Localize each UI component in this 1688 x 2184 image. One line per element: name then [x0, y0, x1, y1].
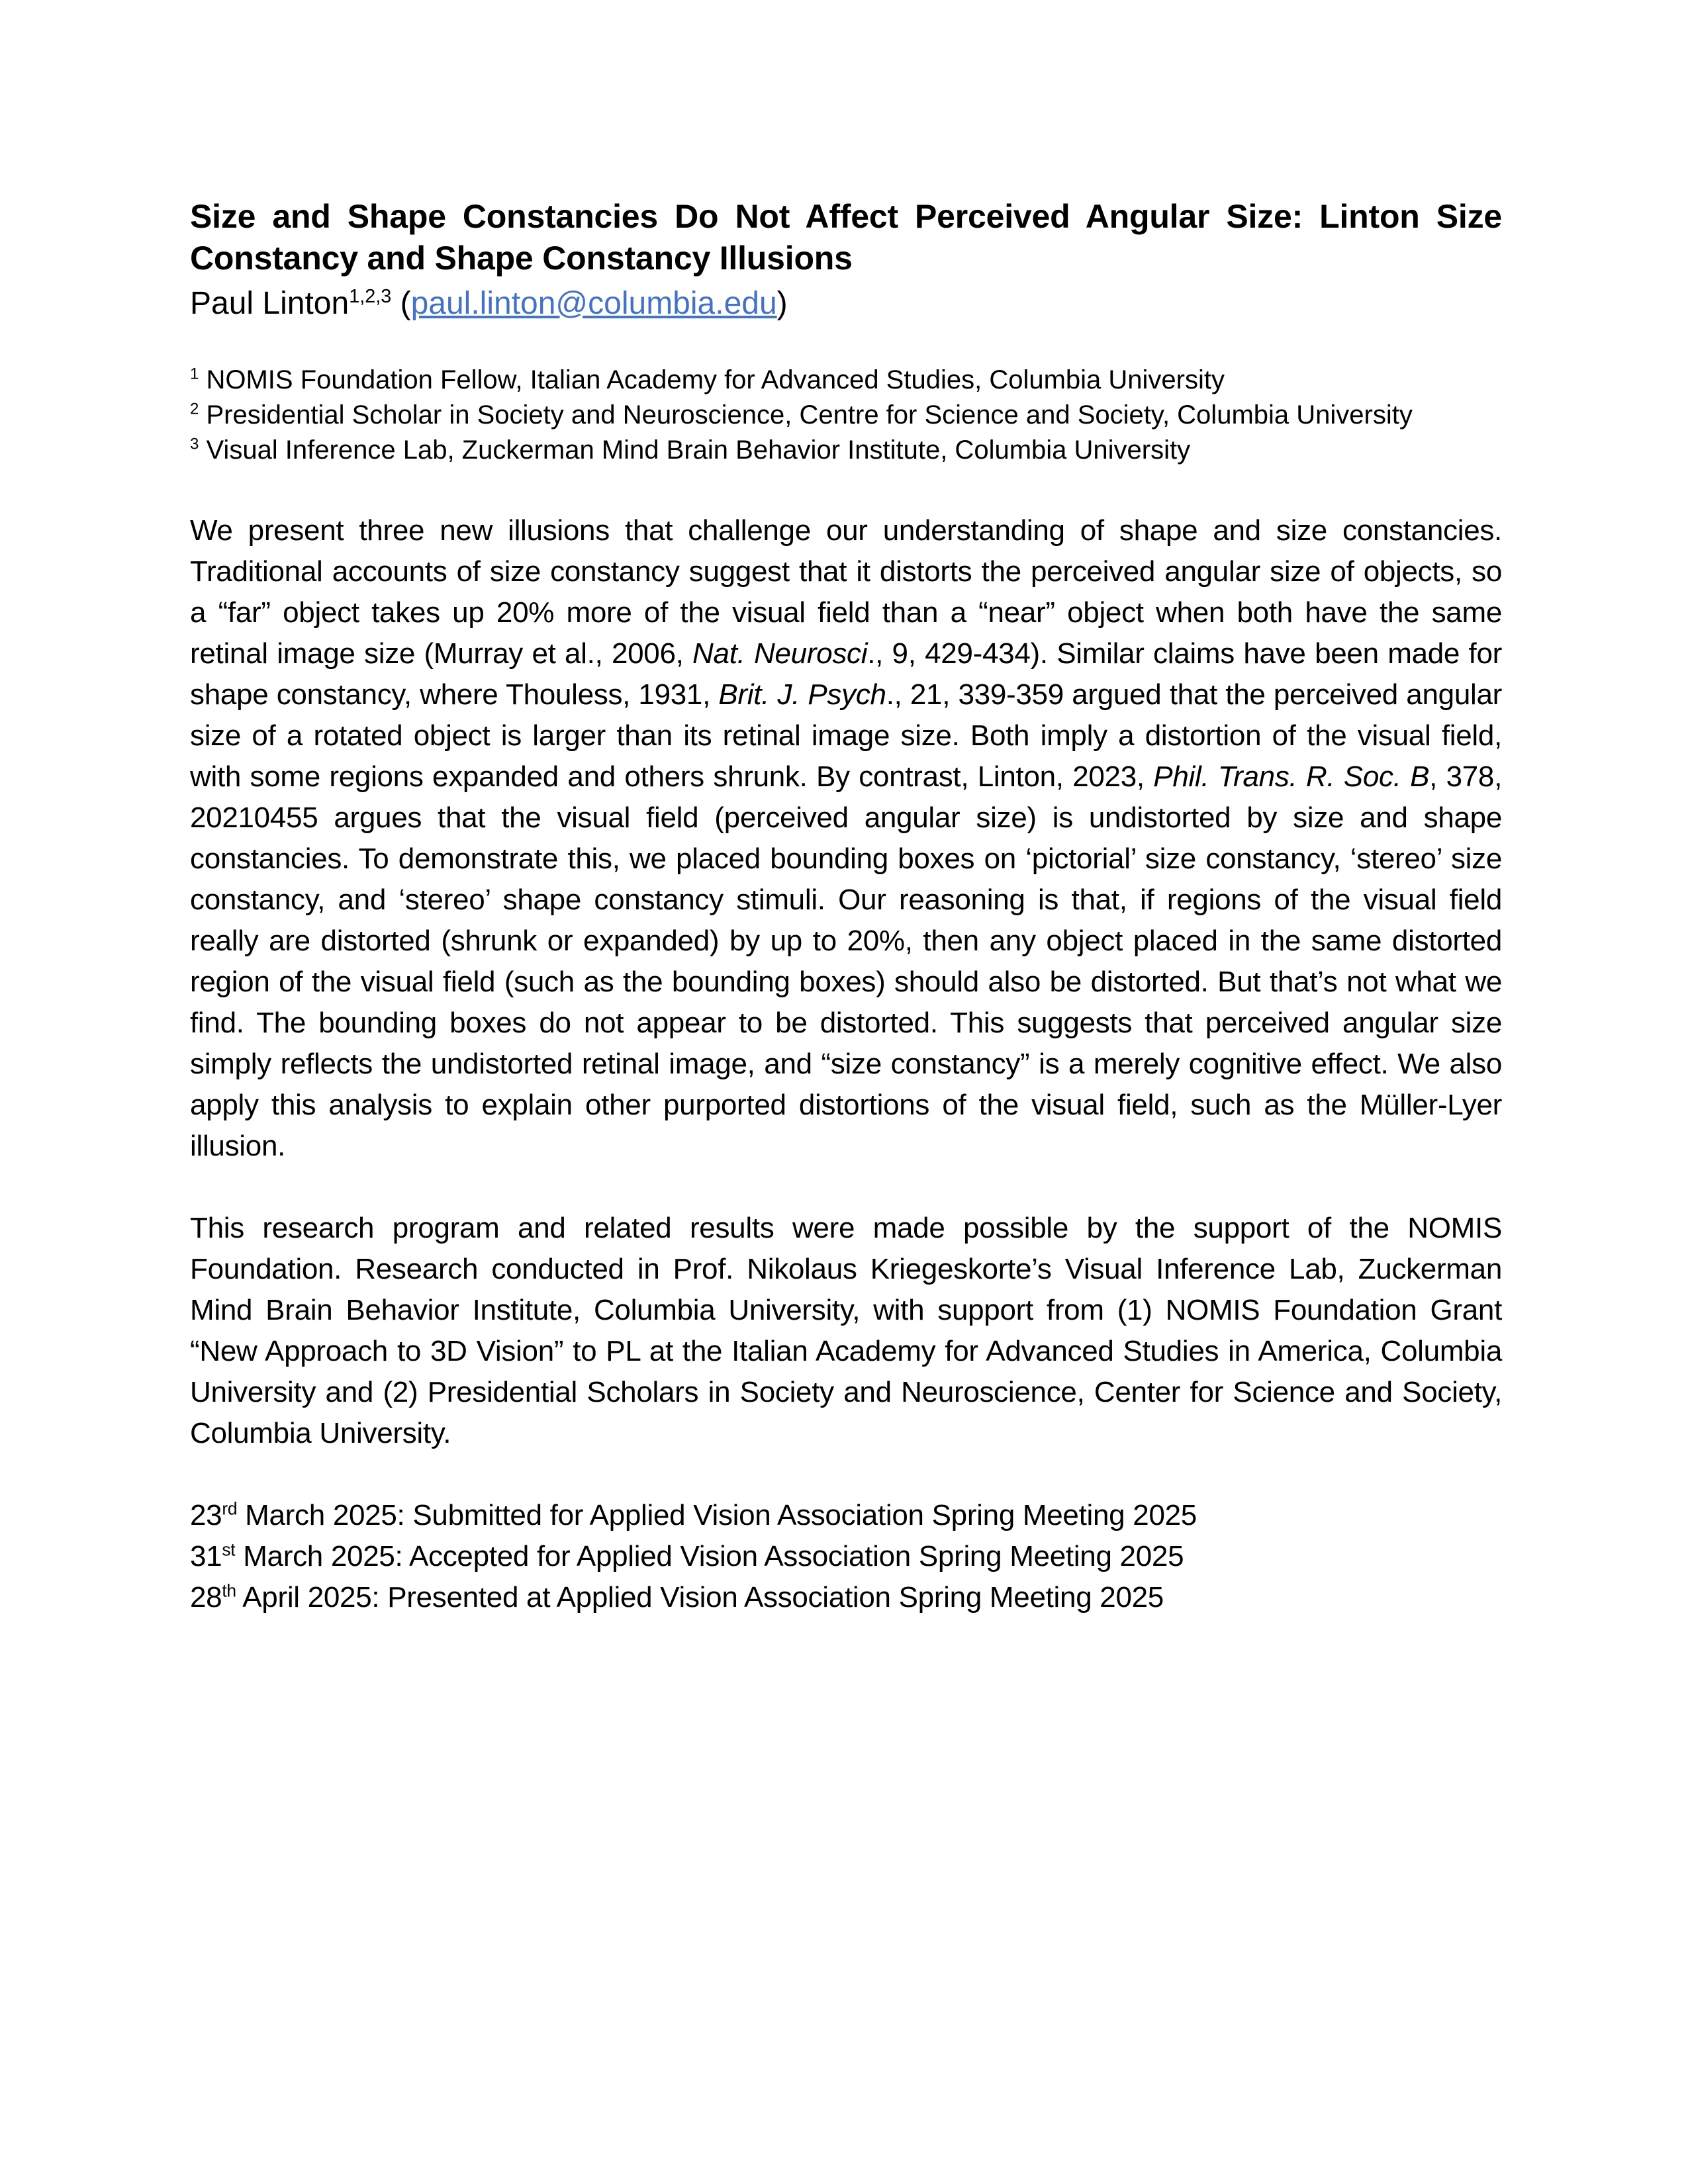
date-submitted-day: 23: [190, 1499, 222, 1531]
email-close-paren: ): [776, 286, 788, 321]
affiliation-2-text: Presidential Scholar in Society and Neuroscience, Centre for Science and Society, Columbia University: [199, 400, 1413, 430]
affiliation-3-text: Visual Inference Lab, Zuckerman Mind Brain Behavior Institute, Columbia University: [199, 435, 1191, 465]
date-presented-ordinal: th: [222, 1580, 236, 1601]
email-open-paren: (: [391, 286, 411, 321]
date-accepted-ordinal: st: [222, 1539, 236, 1560]
date-submitted-ordinal: rd: [222, 1498, 238, 1519]
affiliations-block: [190, 363, 1502, 468]
acknowledgements-paragraph: This research program and related results were made possible by the support of the NOMIS Foundation. Research conducted in Prof. Nikolaus Kriegeskorte’s Visual Inference Lab, Zuckerman Mind Brain Behavior Institute, Columbia University, with support from (1) NOMIS Foundation Grant “New Approach to 3D Vision” to PL at the Italian Academy for Advanced Studies in America, Columbia University and (2) Presidential Scholars in Society and Neuroscience, Center for Science and Society, Columbia University.: [190, 1212, 1502, 1449]
affiliation-line-2: [190, 398, 1502, 433]
abstract-paragraph: We present three new illusions that challenge our understanding of shape and size constancies. Traditional accounts of size constancy suggest that it distorts the perceived angular size of objects, so a “far” object takes up 20% more of the visual field than a “near” object when both have the same retinal image size (Murray et al., 2006, Nat. Neurosci., 9, 429-434). Similar claims have been made for shape constancy, where Thouless, 1931, Brit. J. Psych., 21, 339-359 argued that the perceived angular size of a rotated object is larger than its retinal image size. Both imply a distortion of the visual field, with some regions expanded and others shrunk. By contrast, Linton, 2023, Phil. Trans. R. Soc. B, 378, 20210455 argues that the visual field (perceived angular size) is undistorted by size and shape constancies. To demonstrate this, we placed bounding boxes on ‘pictorial’ size constancy, ‘stereo’ size constancy, and ‘stereo’ shape constancy stimuli. Our reasoning is that, if regions of the visual field really are distorted (shrunk or expanded) by up to 20%, then any object placed in the same distorted region of the visual field (such as the bounding boxes) should also be distorted. But that’s not what we find. The bounding boxes do not appear to be distorted. This suggests that perceived angular size simply reflects the undistorted retinal image, and “size constancy” is a merely cognitive effect. We also apply this analysis to explain other purported distortions of the visual field, such as the Müller-Lyer illusion.: [190, 514, 1502, 1162]
date-line-accepted: [190, 1536, 1502, 1577]
author-email-link[interactable]: paul.linton@columbia.edu: [410, 286, 777, 321]
affiliation-3-superscript: 3: [190, 435, 199, 453]
date-accepted-day: 31: [190, 1540, 222, 1572]
paper-title: Size and Shape Constancies Do Not Affect Perceived Angular Size: Linton Size Constancy and Shape Constancy Illusions: [190, 198, 1502, 277]
date-presented-day: 28: [190, 1581, 222, 1614]
affiliation-1-text: NOMIS Foundation Fellow, Italian Academy for Advanced Studies, Columbia University: [199, 365, 1225, 394]
affiliation-line-3: [190, 433, 1502, 468]
document-page-content: [190, 0, 1502, 1618]
author-line: [190, 283, 1502, 324]
affiliation-1-superscript: 1: [190, 365, 199, 383]
date-presented-text: April 2025: Presented at Applied Vision Association Spring Meeting 2025: [236, 1581, 1164, 1614]
author-name: Paul Linton: [190, 286, 350, 321]
date-accepted-text: March 2025: Accepted for Applied Vision Association Spring Meeting 2025: [235, 1540, 1184, 1572]
author-affiliation-superscript: 1,2,3: [349, 286, 392, 307]
date-line-submitted: [190, 1495, 1502, 1536]
date-submitted-text: March 2025: Submitted for Applied Vision Association Spring Meeting 2025: [237, 1499, 1197, 1531]
affiliation-2-superscript: 2: [190, 400, 199, 418]
affiliation-line-1: [190, 363, 1502, 398]
date-line-presented: [190, 1577, 1502, 1618]
submission-dates-block: [190, 1495, 1502, 1618]
